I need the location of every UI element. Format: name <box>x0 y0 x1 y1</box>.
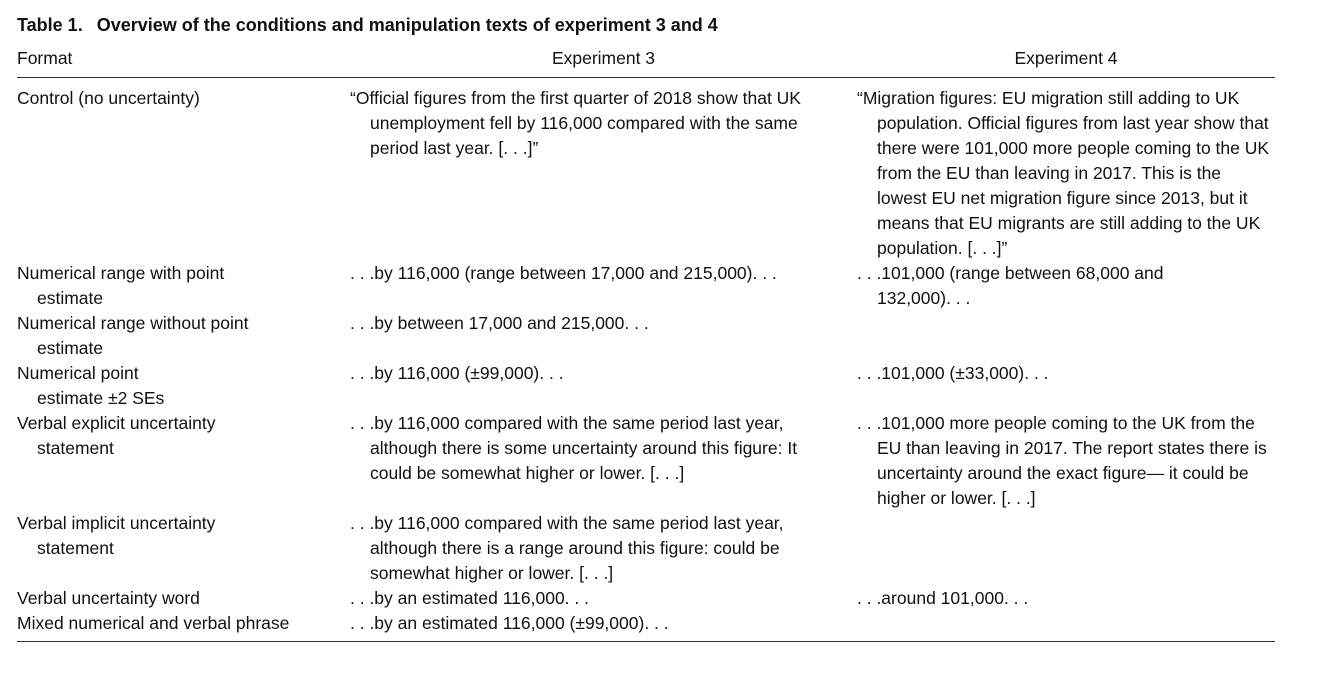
row-experiment-3: . . .by an estimated 116,000 (±99,000). . . <box>350 613 669 633</box>
table-row <box>17 78 1275 262</box>
header-experiment-3: Experiment 3 <box>350 38 857 78</box>
table-row <box>17 511 1275 586</box>
conditions-table <box>17 38 1275 642</box>
table-row <box>17 261 1275 311</box>
row-experiment-4: . . .101,000 (range between 68,000 and 132,000). . . <box>857 263 1164 308</box>
row-experiment-4 <box>857 511 1275 586</box>
row-experiment-4: . . .101,000 more people coming to the UK from the EU than leaving in 2017. The report states there is uncertainty around the exact figure— it could be higher or lower. [. . .] <box>857 413 1267 508</box>
header-experiment-4: Experiment 4 <box>857 38 1275 78</box>
row-format: Control (no uncertainty) <box>17 88 200 108</box>
row-format: Verbal implicit uncertainty statement <box>17 513 216 558</box>
table-row <box>17 361 1275 411</box>
row-experiment-4: “Migration figures: EU migration still adding to UK population. Official figures from last year show that there were 101,000 more people coming to the UK from the EU than leaving in 2017. This is the lowest EU net migration figure since 2013, but it means that EU migrants are still adding to the UK population. [. . .]” <box>857 88 1270 258</box>
row-format: Verbal uncertainty word <box>17 588 200 608</box>
row-experiment-3: “Official figures from the first quarter of 2018 show that UK unemployment fell by 116,000 compared with the same period last year. [. . .]” <box>350 88 801 158</box>
table-row <box>17 411 1275 511</box>
row-format: Mixed numerical and verbal phrase <box>17 613 290 633</box>
row-experiment-4: . . .around 101,000. . . <box>857 588 1029 608</box>
row-format: Numerical point estimate ±2 SEs <box>17 363 165 408</box>
table-caption <box>17 12 1275 38</box>
row-experiment-3: . . .by 116,000 (range between 17,000 and 215,000). . . <box>350 263 777 283</box>
table-row <box>17 611 1275 642</box>
row-experiment-3: . . .by 116,000 compared with the same period last year, although there is a range around this figure: could be somewhat higher or lower. [. . .] <box>350 513 784 583</box>
row-format: Numerical range without point estimate <box>17 313 249 358</box>
row-experiment-4 <box>857 311 1275 361</box>
row-experiment-3: . . .by between 17,000 and 215,000. . . <box>350 313 649 333</box>
table-container <box>17 12 1275 642</box>
row-experiment-3: . . .by 116,000 (±99,000). . . <box>350 363 564 383</box>
table-row <box>17 311 1275 361</box>
row-experiment-4 <box>857 611 1275 642</box>
table-number: Table 1. <box>17 15 83 35</box>
row-experiment-4: . . .101,000 (±33,000). . . <box>857 363 1049 383</box>
table-title: Overview of the conditions and manipulation texts of experiment 3 and 4 <box>96 15 718 35</box>
header-row <box>17 38 1275 78</box>
row-experiment-3: . . .by 116,000 compared with the same period last year, although there is some uncertainty around this figure: It could be somewhat higher or lower. [. . .] <box>350 413 798 483</box>
header-format: Format <box>17 38 350 78</box>
row-experiment-3: . . .by an estimated 116,000. . . <box>350 588 589 608</box>
row-format: Verbal explicit uncertainty statement <box>17 413 216 458</box>
table-row <box>17 586 1275 611</box>
row-format: Numerical range with point estimate <box>17 263 225 308</box>
